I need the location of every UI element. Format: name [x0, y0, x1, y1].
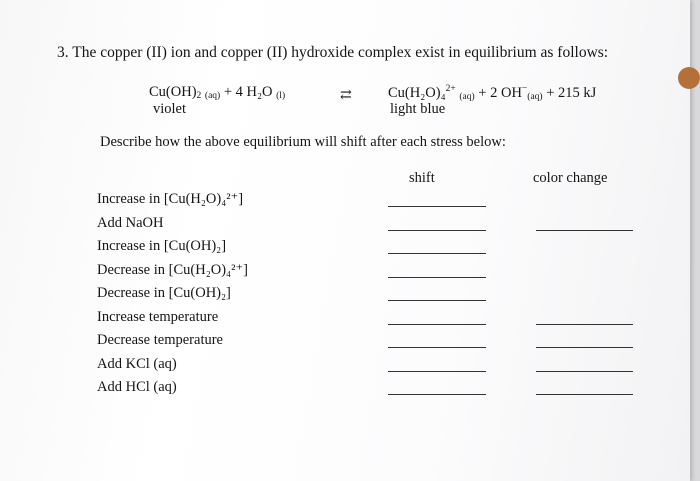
shift-answer-blank[interactable]: [388, 347, 486, 348]
color-change-answer-blank[interactable]: [536, 371, 633, 372]
stress-label: Increase temperature: [97, 308, 219, 325]
shift-answer-blank[interactable]: [388, 371, 486, 372]
right-color-label: light blue: [390, 101, 446, 117]
stress-label: Decrease in [Cu(OH)₂]: [97, 285, 231, 301]
shift-answer-blank[interactable]: [388, 277, 486, 278]
right-hydroxide: + 2 OH: [478, 85, 522, 101]
stress-label: Add KCl (aq): [97, 355, 177, 372]
stress-label: Increase in [Cu(H₂O)₄²⁺]: [97, 191, 244, 207]
binder-tab: [678, 67, 700, 89]
shift-answer-blank[interactable]: [388, 324, 486, 325]
left-water-state: (l): [276, 91, 286, 101]
right-state: (aq): [459, 92, 475, 102]
shift-answer-blank[interactable]: [388, 230, 486, 231]
left-formula: Cu(OH): [149, 84, 197, 100]
right-formula: Cu(H₂O)₄: [388, 85, 446, 101]
energy-term: + 215 kJ: [546, 85, 597, 101]
hydroxide-charge: −: [521, 84, 528, 94]
shift-column-header: shift: [409, 170, 435, 186]
stress-label: Increase in [Cu(OH)₂]: [97, 238, 227, 254]
equation-right: [388, 84, 596, 102]
left-color-label: violet: [153, 101, 187, 117]
left-state: (aq): [204, 91, 221, 101]
shift-answer-blank[interactable]: [388, 206, 486, 207]
left-formula-subscript: 2: [196, 91, 202, 101]
equilibrium-arrow-icon: ⇄: [340, 88, 352, 103]
color-change-answer-blank[interactable]: [536, 347, 633, 348]
shift-answer-blank[interactable]: [388, 300, 486, 301]
question-title: 3. The copper (II) ion and copper (II) hydroxide complex exist in equilibrium as follows:: [57, 44, 609, 61]
left-water: + 4 H₂O: [223, 84, 273, 100]
instruction-prompt: Describe how the above equilibrium will shift after each stress below:: [100, 134, 506, 150]
right-charge: 2+: [445, 84, 456, 94]
hydroxide-state: (aq): [527, 92, 543, 102]
stress-label: Add HCl (aq): [97, 379, 177, 395]
shift-answer-blank[interactable]: [388, 394, 486, 395]
color-change-answer-blank[interactable]: [536, 324, 633, 325]
stress-label: Decrease temperature: [97, 332, 223, 348]
equation-left: [149, 84, 285, 101]
stress-label: Add NaOH: [97, 214, 164, 231]
color-change-answer-blank[interactable]: [536, 230, 633, 231]
stress-label: Decrease in [Cu(H₂O)₄²⁺]: [97, 261, 248, 278]
color-change-answer-blank[interactable]: [536, 394, 633, 395]
color-change-column-header: color change: [533, 170, 608, 186]
shift-answer-blank[interactable]: [388, 253, 486, 254]
